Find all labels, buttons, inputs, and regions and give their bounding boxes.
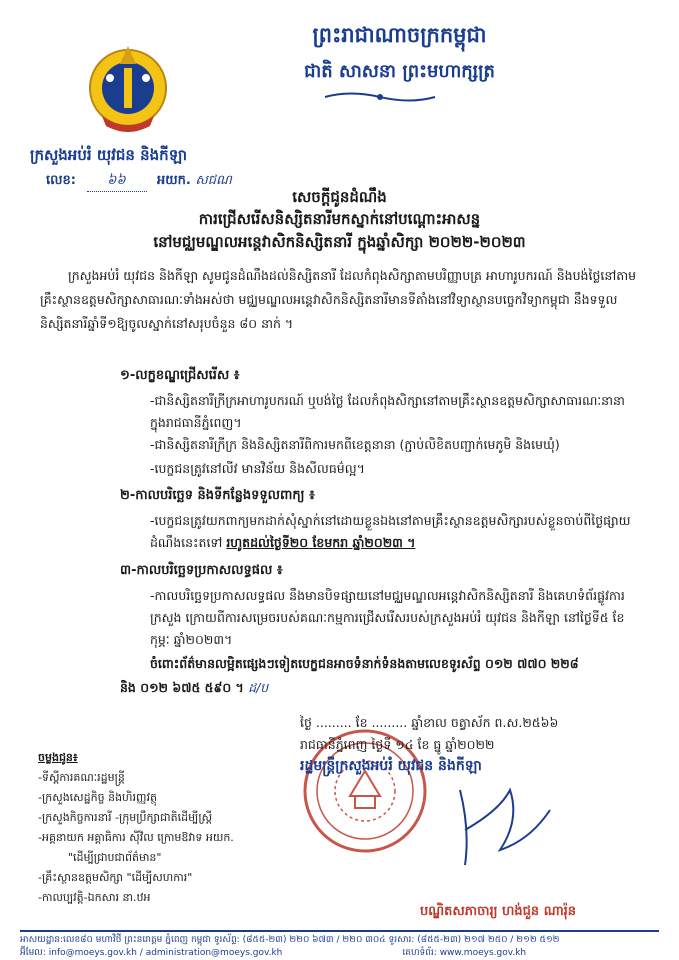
section-1-item-3: -បេក្ខជនត្រូវនៅលីវ មានវិន័យ និងសីលធម៌ល្អ។: [150, 461, 365, 476]
ref-number: ៦៦: [87, 172, 147, 192]
section-2-text: -បេក្ខជនត្រូវយកពាក្យមកដាក់សុំស្នាក់នៅដោយខ្លួនឯងនៅតាមគ្រឹះស្ថានឧត្តមសិក្សារបស់ខ្លួនចាប់ពីថ្ងៃផ្សាយដំណឹងនេះតទៅ: [150, 513, 631, 550]
handwritten-signature-icon: [440, 770, 560, 880]
footer-website[interactable]: គេហទំព័រ: www.moeys.gov.kh: [402, 948, 527, 958]
footer-email[interactable]: អ៊ីមែល: info@moeys.gov.kh / administration@moeys.gov.kh: [20, 948, 283, 958]
solar-date: រាជធានីភ្នំពេញ ថ្ងៃទី ១៤ ខែ ធ្នូ ឆ្នាំ២០២២: [300, 737, 495, 752]
minister-title: រដ្ឋមន្ត្រីក្រសួងអប់រំ យុវជន និងកីឡា: [300, 758, 482, 774]
contact-info-2: [120, 680, 268, 699]
recipient-item: -អគ្គនាយក អគ្គាធិការ ស៊ីវិល ក្រោមឱវាទ អយក.: [38, 831, 234, 844]
footer-address: អាសយដ្ឋាន:លេខ៨០ មហាវិថី ព្រះនរោត្តម ភ្នំពេញ កម្ពុជា ទូរស័ព្ទ: (៨៥៥-២៣) ២២០ ៦៧៣ / ២២០ ៣០៤ ទូរសារ: (៨៥៥-២៣) ២១៧ ២៥០ / ២១២ ៥១២: [20, 935, 560, 945]
recipient-item: "ដើម្បីជ្រាបជាព័ត៌មាន": [68, 851, 162, 864]
national-motto: ជាតិ សាសនា ព្រះមហាក្សត្រ: [304, 61, 495, 82]
contact-phone-2: និង ០១២ ៦៧៥ ៥៩០ ។: [120, 680, 244, 695]
ref-handwritten: សជណ: [195, 173, 232, 188]
section-2-heading: ២-កាលបរិច្ឆេទ និងទីកន្លែងទទួលពាក្យ ៖: [120, 488, 315, 503]
section-1-heading: ១-លក្ខខណ្ឌជ្រើសរើស ៖: [120, 368, 240, 383]
intro-paragraph: ក្រសួងអប់រំ យុវជន និងកីឡា សូមជូនដំណឹងដល់និស្សិតនារី ដែលកំពុងសិក្សាតាមបរិញ្ញាបត្រ អាហារូបករណ៍ និងបង់ថ្លៃនៅតាមគ្រឹះស្ថានឧត្តមសិក្សាសាធារណៈទាំងអស់ថា មជ្ឈមណ្ឌលអន្តេវាសិកនិស្សិតនារីមានទីតាំងនៅវិទ្យាស្ថានបច្ចេកវិទ្យាកម្ពុជា នឹងទទួលនិស្សិតនារីឆ្នាំទី១ឱ្យចូលស្នាក់នៅសរុបចំនួន ៨០ នាក់ ។: [40, 268, 637, 331]
recipient-item: -ក្រសួងកិច្ចការនារី -ក្រុមប្រឹក្សាជាតិដើម្បីស្ត្រី: [38, 811, 213, 824]
letter-footer: [20, 930, 659, 960]
date-block: [300, 712, 558, 756]
notice-subtitle-2: នៅមជ្ឈមណ្ឌលអន្តេវាសិកនិស្សិតនារី ក្នុងឆ្នាំសិក្សា ២០២២-២០២៣: [153, 233, 526, 251]
copy-to-heading: ចម្លងជូន៖: [38, 751, 78, 764]
kingdom-title: ព្រះរាជាណាចក្រកម្ពុជា: [312, 23, 487, 47]
section-1-item-1: -ជានិស្សិតនារីក្រីក្រអាហារូបករណ៍ ឬបង់ថ្លៃ ដែលកំពុងសិក្សានៅតាមគ្រឹះស្ថានឧត្តមសិក្សាសាធារណៈនានាក្នុងរាជធានីភ្នំពេញ។: [150, 393, 625, 430]
notice-subtitle: ការជ្រើសរើសនិស្សិតនារីមកស្នាក់នៅបណ្តោះអាសន្ន: [198, 210, 481, 228]
section-1-item-2: -ជានិស្សិតនារីក្រីក្រ និងនិស្សិតនារីពិការមកពីខេត្តនានា (ភ្ជាប់លិខិតបញ្ជាក់មេភូមិ និងមេឃុំ): [150, 437, 560, 452]
signer-name: បណ្ឌិតសភាចារ្យ ហង់ជួន ណារ៉ុន: [420, 904, 577, 919]
notice-title: សេចក្តីជូនដំណឹង: [292, 188, 387, 206]
section-2-item-1: [150, 510, 640, 554]
ref-suffix: អយក.: [157, 173, 191, 188]
copy-to-list: [38, 748, 234, 908]
ornament-divider-icon: [320, 90, 440, 104]
kingdom-header: [120, 22, 679, 86]
recipient-item: -កាលប្បវត្តិ-ឯកសារ នា.ឋអ: [38, 891, 151, 904]
section-3-item-1: -កាលបរិច្ឆេទប្រកាសលទ្ធផល នឹងមានបិទផ្សាយនៅមជ្ឈមណ្ឌលអន្តេវាសិកនិស្សិតនារី និងគេហទំព័រផ្លូវការក្រសួង ក្រោយពីការសម្រេចរបស់គណៈកម្មការជ្រើសរើសរបស់ក្រសួងអប់រំ យុវជន និងកីឡា នៅថ្ងៃទី៥ ខែកុម្ភៈ ឆ្នាំ២០២៣។: [150, 588, 625, 647]
recipient-item: -ក្រសួងសេដ្ឋកិច្ច និងហិរញ្ញវត្ថុ: [38, 791, 157, 804]
ref-label: លេខ:: [46, 173, 76, 188]
recipient-item: -គ្រឹះស្ថានឧត្តមសិក្សា "ដើម្បីសហការ": [38, 871, 193, 884]
section-3-heading: ៣-កាលបរិច្ឆេទប្រកាសលទ្ធផល ៖: [120, 563, 283, 578]
ministry-name: ក្រសួងអប់រំ យុវជន និងកីឡា: [30, 146, 188, 164]
lunar-date: ថ្ងៃ ......... ខែ ......... ឆ្នាំខាល ចត្វាស័ក ព.ស.២៥៦៦: [300, 715, 559, 730]
application-deadline: រហូតដល់ថ្ងៃទី២០ ខែមករា ឆ្នាំ២០២៣ ។: [226, 535, 416, 550]
contact-handwritten: ដ/ប: [248, 680, 269, 695]
contact-info: ចំពោះព័ត៌មានលម្អិតផ្សេងៗទៀតបេក្ខជនអាចទំនាក់ទំនងតាមលេខទូរស័ព្ទ ០១២ ៧៧០ ២២៨: [150, 656, 579, 671]
recipient-item: -ទីស្តីការគណៈរដ្ឋមន្ត្រី: [38, 771, 125, 784]
